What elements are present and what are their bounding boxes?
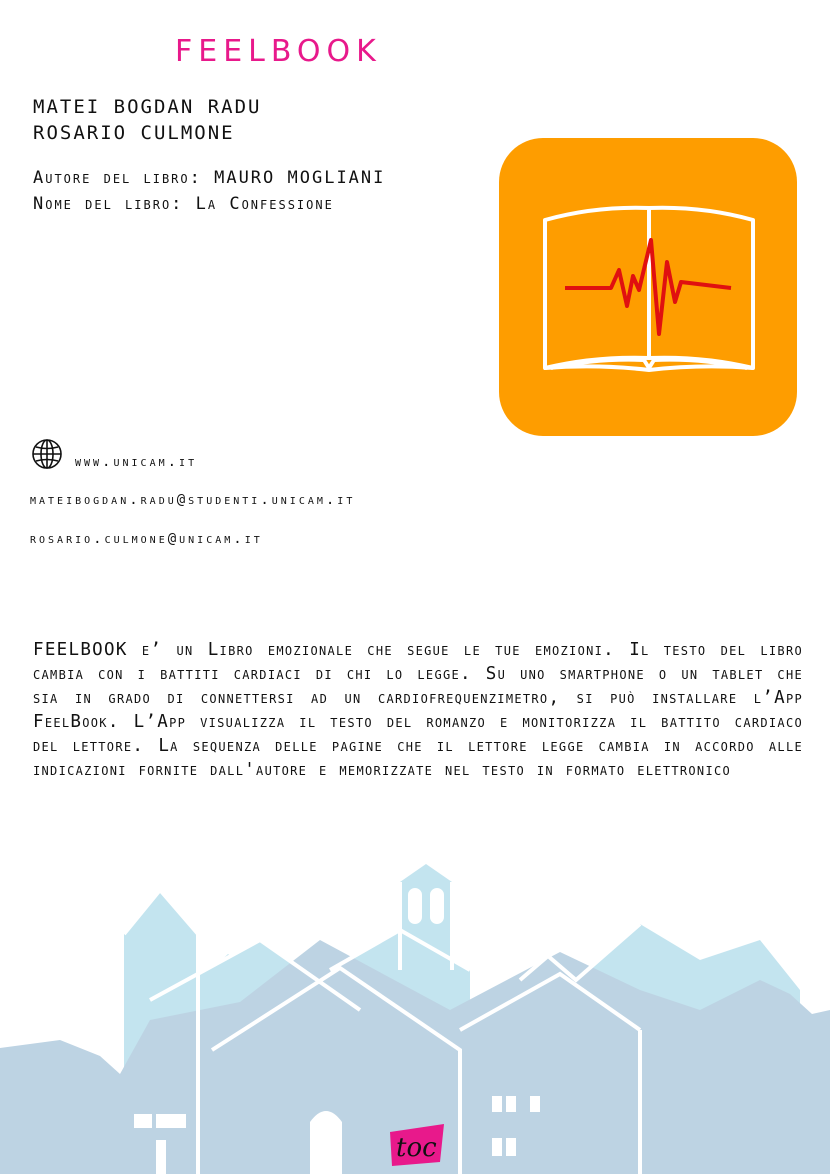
book-heartbeat-icon (499, 138, 797, 436)
svg-text:toc: toc (396, 1133, 437, 1163)
website-link[interactable]: www.unicam.it (75, 454, 198, 470)
email-link-2[interactable]: rosario.culmone@unicam.it (30, 531, 263, 547)
app-logo (499, 138, 797, 436)
book-name-line: Nome del libro: La Confessione (33, 194, 334, 214)
page-title: FEELBOOK (175, 34, 382, 69)
globe-icon (31, 438, 63, 474)
description-text: FEELBOOK e’ un Libro emozionale che segue le tue emozioni. Il testo del libro cambia con i battiti cardiaci di chi lo legge. Su uno smartphone o un tablet che sia in grado di connettersi ad un cardiofrequenzimetro, si può installare l’App FeelBook. L’App visualizza il testo del romanzo e monitorizza il battito cardiaco del lettore. La sequenza delle pagine che il lettore legge cambia in accordo alle indicazioni fornite dall'autore e memorizzate nel testo in formato elettronico (33, 640, 803, 780)
author-name-1: MATEI BOGDAN RADU (33, 96, 262, 118)
book-author-line: Autore del libro: MAURO MOGLIANI (33, 168, 386, 188)
toc-signature-logo (382, 1118, 452, 1174)
email-link-1[interactable]: mateibogdan.radu@studenti.unicam.it (30, 492, 356, 508)
author-name-2: ROSARIO CULMONE (33, 122, 235, 144)
